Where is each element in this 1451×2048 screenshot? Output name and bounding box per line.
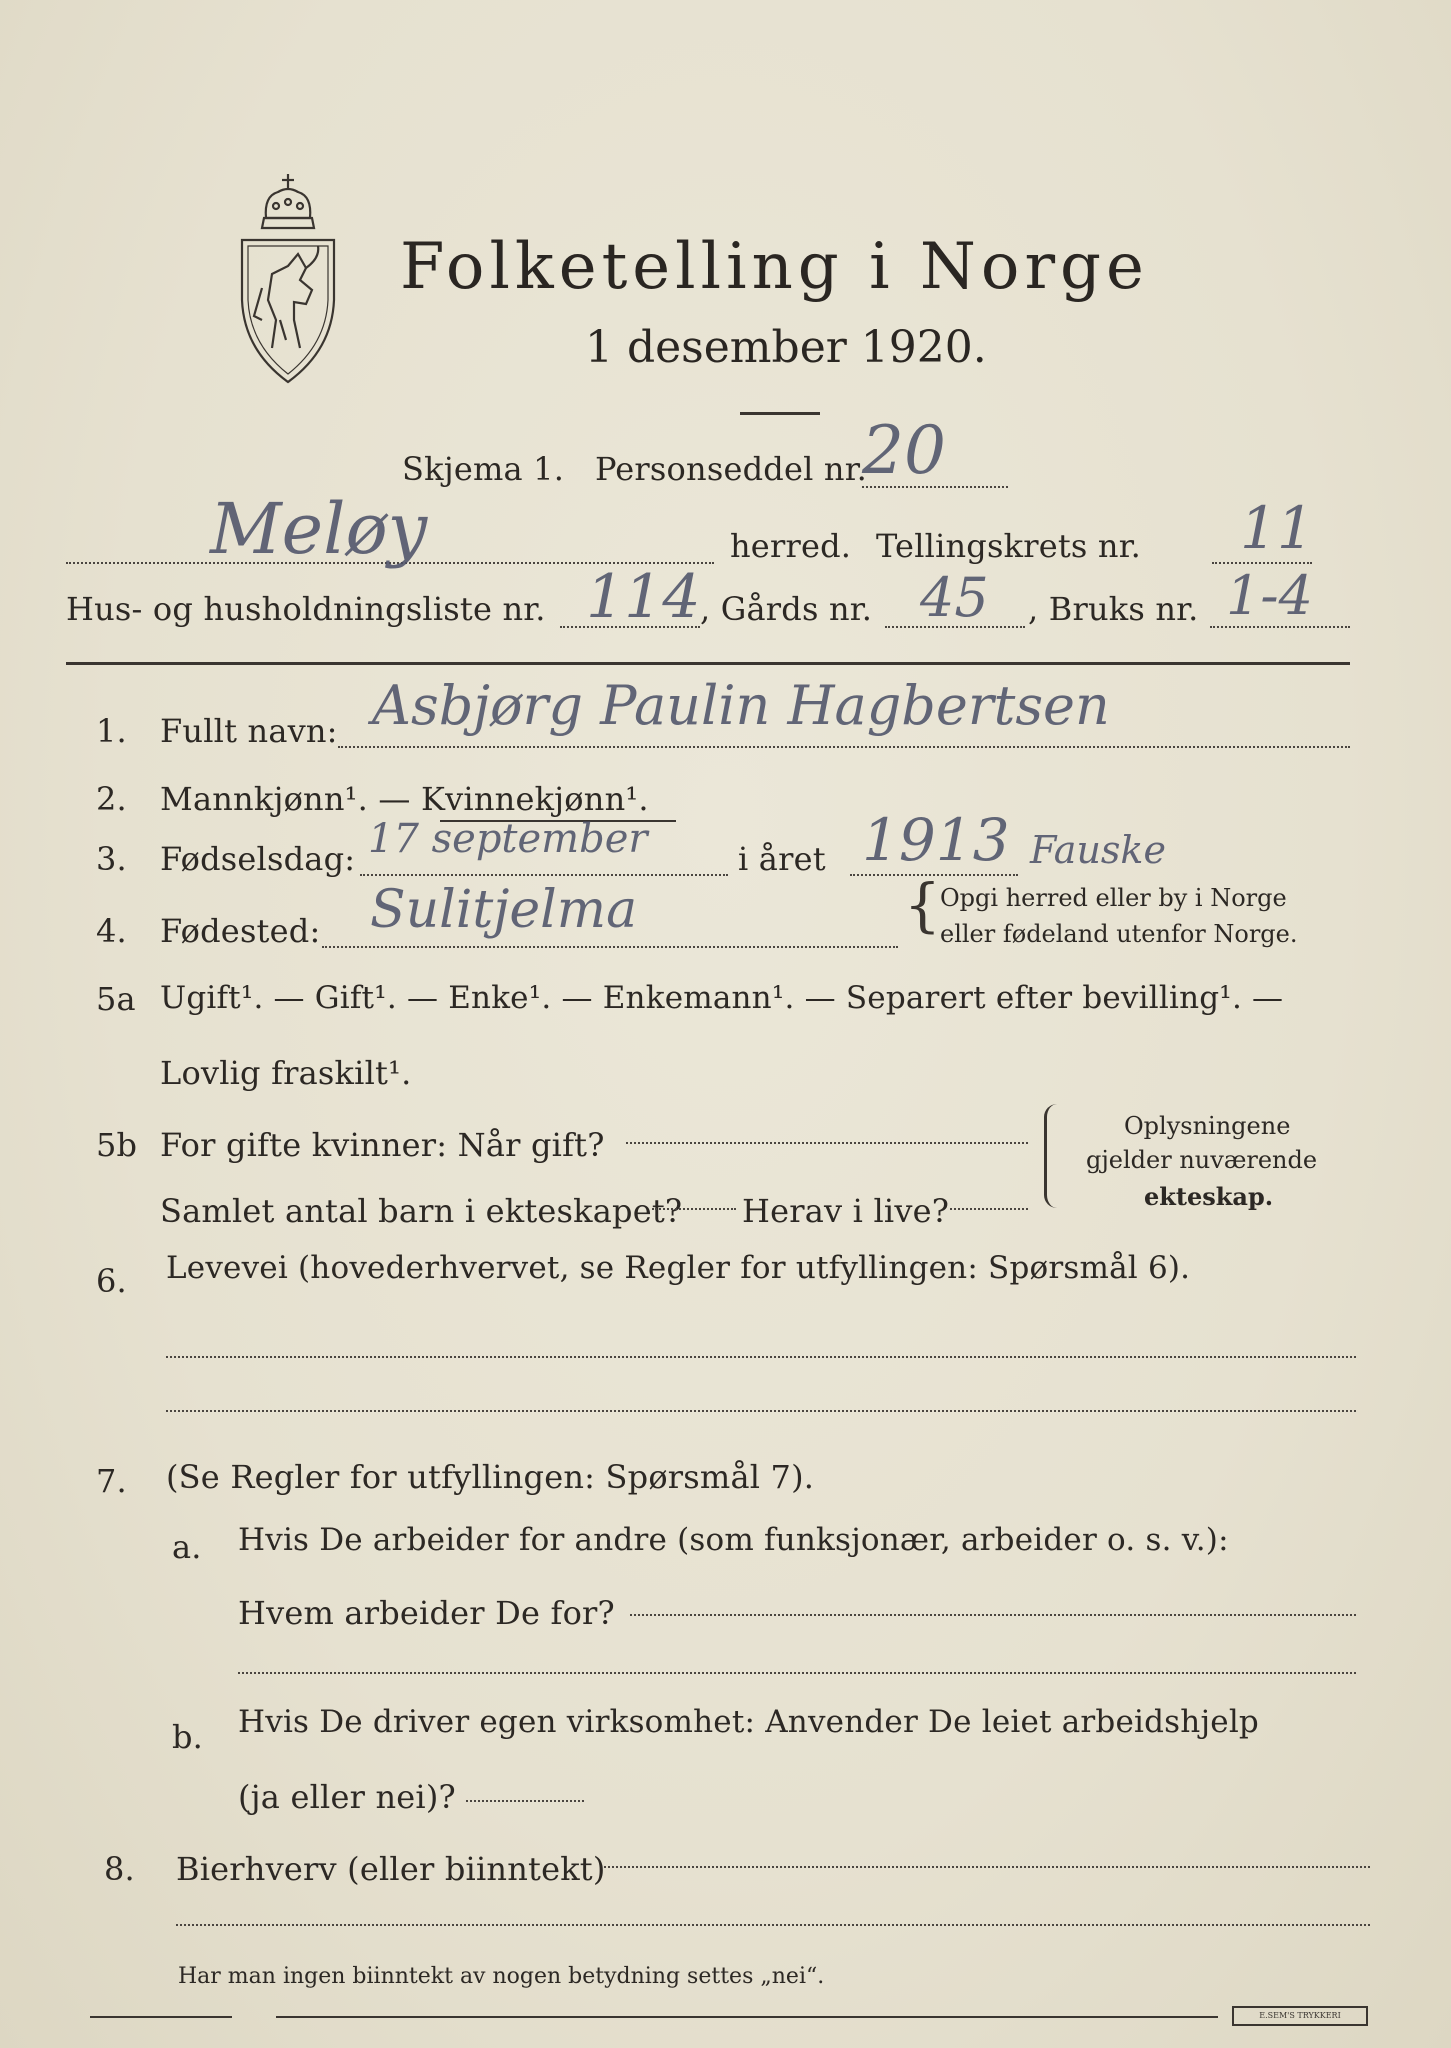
occupation-field-line1[interactable] — [166, 1356, 1356, 1358]
bruks-value: 1-4 — [1226, 564, 1313, 627]
birthday-value: 17 september — [368, 816, 648, 862]
form-date: 1 desember 1920. — [585, 322, 987, 373]
gards-value: 45 — [920, 566, 989, 629]
full-name-value: Asbjørg Paulin Hagbertsen — [372, 674, 1110, 737]
husholdning-value: 114 — [586, 562, 701, 632]
hired-help-field[interactable] — [466, 1800, 584, 1802]
q5b-note1: Oplysningene — [1124, 1112, 1291, 1140]
q4-label: Fødested: — [160, 912, 321, 950]
children-alive-field[interactable] — [950, 1208, 1028, 1210]
printer-mark: E.SEM'S TRYKKERI — [1232, 2006, 1368, 2026]
herred-label: herred. — [730, 527, 852, 565]
q4-brace: { — [904, 871, 941, 939]
q5a-line2: Lovlig fraskilt¹. — [160, 1054, 412, 1092]
q5b-label3: Herav i live? — [742, 1192, 950, 1230]
q3-label: Fødselsdag: — [160, 840, 356, 878]
birthplace-extra: Fauske — [1030, 828, 1166, 872]
birthday-field[interactable] — [360, 874, 728, 876]
q7a-line1: Hvis De arbeider for andre (som funksjonær, arbeider o. s. v.): — [238, 1522, 1229, 1558]
q4-note-line2: eller fødeland utenfor Norge. — [940, 920, 1298, 948]
q5a-line1: Ugift¹. — Gift¹. — Enke¹. — Enkemann¹. — Separert efter bevilling¹. — — [160, 980, 1284, 1016]
husholdning-label: Hus- og husholdningsliste nr. — [66, 590, 546, 628]
side-income-field-line2[interactable] — [176, 1924, 1370, 1926]
year-label: i året — [738, 840, 826, 878]
year-value: 1913 — [862, 806, 1010, 874]
q1-label: Fullt navn: — [160, 712, 338, 750]
personseddel-value: 20 — [862, 412, 946, 489]
side-income-field-line1[interactable] — [604, 1866, 1370, 1868]
header-rule — [66, 662, 1350, 665]
q2-number: 2. — [96, 780, 127, 818]
employer-field-line1[interactable] — [630, 1614, 1356, 1616]
q5b-label2: Samlet antal barn i ekteskapet? — [160, 1192, 683, 1230]
q5a-number: 5a — [96, 980, 136, 1018]
married-when-field[interactable] — [626, 1142, 1028, 1144]
gards-label: , Gårds nr. — [700, 590, 873, 628]
footer-rule-left — [90, 2016, 232, 2018]
q8-label: Bierhverv (eller biinntekt) — [176, 1850, 606, 1888]
q2-label: Mannkjønn¹. — Kvinnekjønn¹. — [160, 780, 649, 818]
tellingskrets-value: 11 — [1240, 494, 1314, 562]
bruks-label: , Bruks nr. — [1028, 590, 1199, 628]
footer-note: Har man ingen biinntekt av nogen betydning settes „nei“. — [178, 1964, 825, 1989]
q7-number: 7. — [96, 1462, 127, 1500]
q5b-note3: ekteskap. — [1144, 1182, 1274, 1211]
personseddel-label: Personseddel nr. — [595, 450, 868, 488]
q4-note-line1: Opgi herred eller by i Norge — [940, 884, 1287, 912]
herred-value: Meløy — [210, 488, 428, 570]
birthplace-value: Sulitjelma — [370, 880, 638, 940]
tellingskrets-label: Tellingskrets nr. — [876, 527, 1142, 565]
title-divider — [740, 412, 820, 415]
full-name-field[interactable] — [338, 746, 1350, 748]
q7a-line2: Hvem arbeider De for? — [238, 1594, 615, 1632]
form-title: Folketelling i Norge — [400, 230, 1149, 304]
q7b-letter: b. — [172, 1718, 204, 1756]
coat-of-arms-icon — [228, 170, 348, 390]
q1-number: 1. — [96, 712, 127, 750]
q5b-note2: gjelder nuværende — [1086, 1146, 1318, 1174]
birthplace-field[interactable] — [322, 946, 898, 948]
q6-number: 6. — [96, 1262, 127, 1300]
q7-label: (Se Regler for utfyllingen: Spørsmål 7). — [166, 1458, 815, 1496]
footer-rule-middle — [276, 2016, 1218, 2018]
q5b-number: 5b — [96, 1126, 138, 1164]
q7b-line1: Hvis De driver egen virksomhet: Anvender De leiet arbeidshjelp — [238, 1704, 1259, 1740]
q7b-line2: (ja eller nei)? — [238, 1778, 456, 1816]
q6-label: Levevei (hovederhvervet, se Regler for utfyllingen: Spørsmål 6). — [166, 1250, 1191, 1286]
occupation-field-line2[interactable] — [166, 1410, 1356, 1412]
q8-number: 8. — [104, 1850, 135, 1888]
q7a-letter: a. — [172, 1528, 202, 1566]
employer-field-line2[interactable] — [238, 1672, 1356, 1674]
q3-number: 3. — [96, 840, 127, 878]
q5b-label1: For gifte kvinner: Når gift? — [160, 1126, 605, 1164]
schema-label: Skjema 1. — [402, 450, 565, 488]
children-count-field[interactable] — [652, 1208, 736, 1210]
q4-number: 4. — [96, 912, 127, 950]
q5b-brace — [1044, 1104, 1057, 1208]
